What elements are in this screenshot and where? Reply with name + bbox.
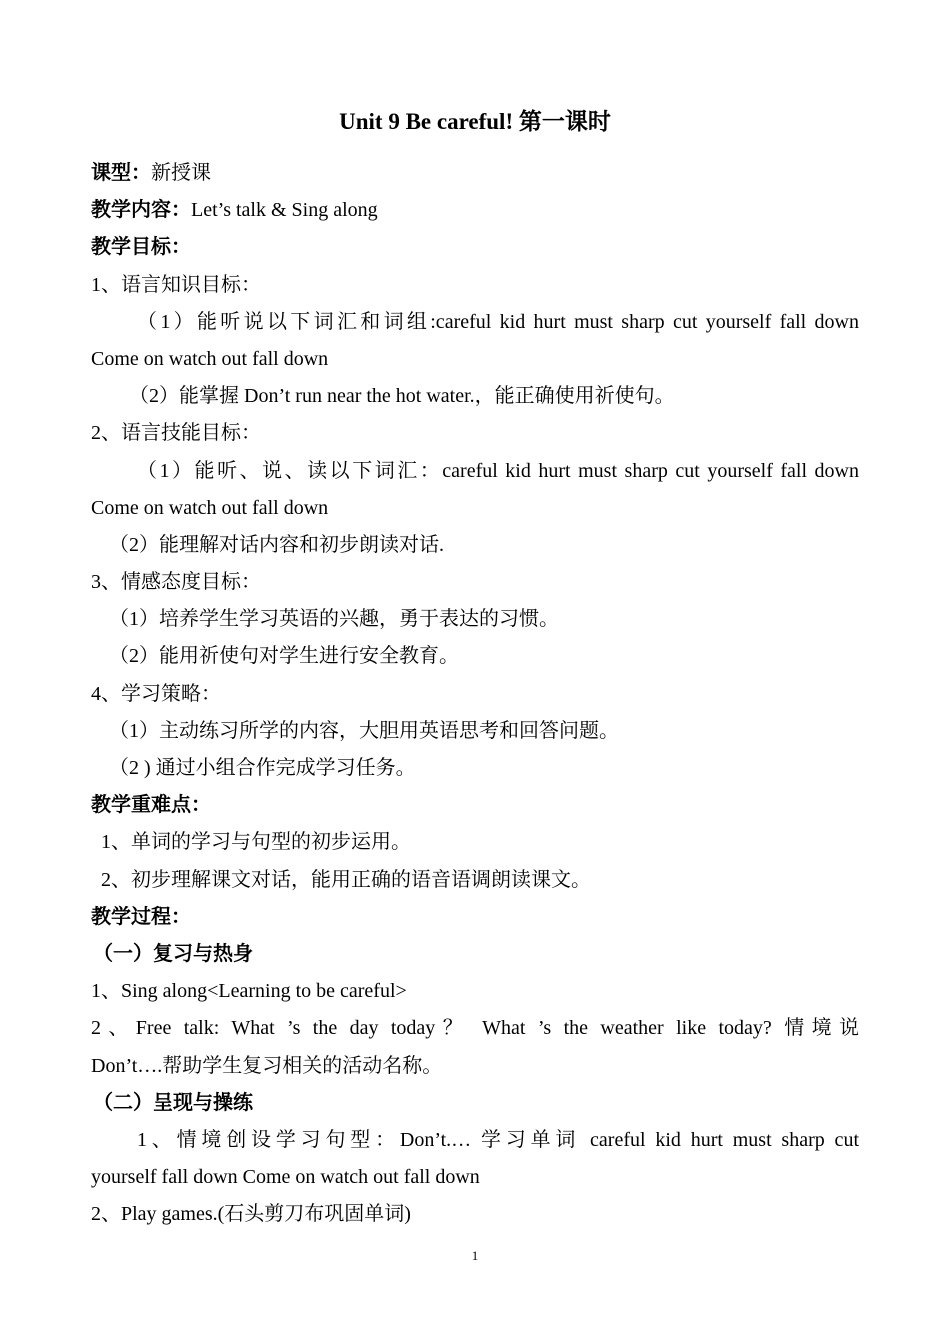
subheading-emotion-goals: 3、情感态度目标： xyxy=(91,571,261,594)
document-title: Unit 9 Be careful! 第一课时 xyxy=(339,109,611,134)
section-presentation-practice: （二）呈现与操练 xyxy=(93,1091,253,1114)
knowledge-goal-1: （1）能听说以下词汇和词组:careful kid hurt must sharp cut yourself fall down xyxy=(137,310,859,333)
subheading-skill-goals: 2、语言技能目标： xyxy=(91,422,261,445)
step-free-talk-continued: Don’t….帮助学生复习相关的活动名称。 xyxy=(91,1054,443,1077)
skill-goal-2: （2）能理解对话内容和初步朗读对话. xyxy=(109,533,444,556)
step-free-talk: 2、Free talk: What ’s the day today？ What ’s the weather like today? 情境说 xyxy=(91,1017,859,1040)
heading-key-points: 教学重难点： xyxy=(91,794,211,817)
heading-teaching-goals: 教学目标： xyxy=(91,236,191,259)
emotion-goal-2: （2）能用祈使句对学生进行安全教育。 xyxy=(109,645,459,668)
document-body xyxy=(91,155,859,1233)
knowledge-goal-2: （2）能掌握 Don’t run near the hot water.，能正确使用祈使句。 xyxy=(129,385,675,408)
strategy-1: （1）主动练习所学的内容，大胆用英语思考和回答问题。 xyxy=(109,719,619,742)
key-point-1: 1、单词的学习与句型的初步运用。 xyxy=(101,831,411,854)
step-sing-along: 1、Sing along<Learning to be careful> xyxy=(91,980,407,1003)
strategy-2: （2 ) 通过小组合作完成学习任务。 xyxy=(109,757,416,779)
line-teaching-content: 教学内容：Let’s talk & Sing along xyxy=(91,199,378,222)
heading-teaching-process: 教学过程： xyxy=(91,905,191,928)
section-review-warmup: （一）复习与热身 xyxy=(93,942,253,965)
step-situation-sentences: 1、情境创设学习句型：Don’t.… 学习单词 careful kid hurt must sharp cut xyxy=(137,1128,859,1151)
step-play-games: 2、Play games.(石头剪刀布巩固单词) xyxy=(91,1203,411,1226)
subheading-knowledge-goals: 1、语言知识目标： xyxy=(91,273,261,296)
label-teaching-content: 教学内容： xyxy=(91,199,191,222)
key-point-2: 2、初步理解课文对话，能用正确的语音语调朗读课文。 xyxy=(101,868,591,891)
label-lesson-type: 课型： xyxy=(91,162,151,184)
step-situation-sentences-continued: yourself fall down Come on watch out fall down xyxy=(91,1166,480,1189)
page-number: 1 xyxy=(471,1248,479,1263)
subheading-learning-strategy: 4、学习策略： xyxy=(91,682,221,705)
skill-goal-1: （1）能听、说、读以下词汇：careful kid hurt must sharp cut yourself fall down xyxy=(137,459,859,482)
knowledge-goal-1-continued: Come on watch out fall down xyxy=(91,347,329,370)
emotion-goal-1: （1）培养学生学习英语的兴趣，勇于表达的习惯。 xyxy=(109,608,559,631)
skill-goal-1-continued: Come on watch out fall down xyxy=(91,496,329,519)
line-lesson-type: 课型：新授课 xyxy=(91,162,211,184)
